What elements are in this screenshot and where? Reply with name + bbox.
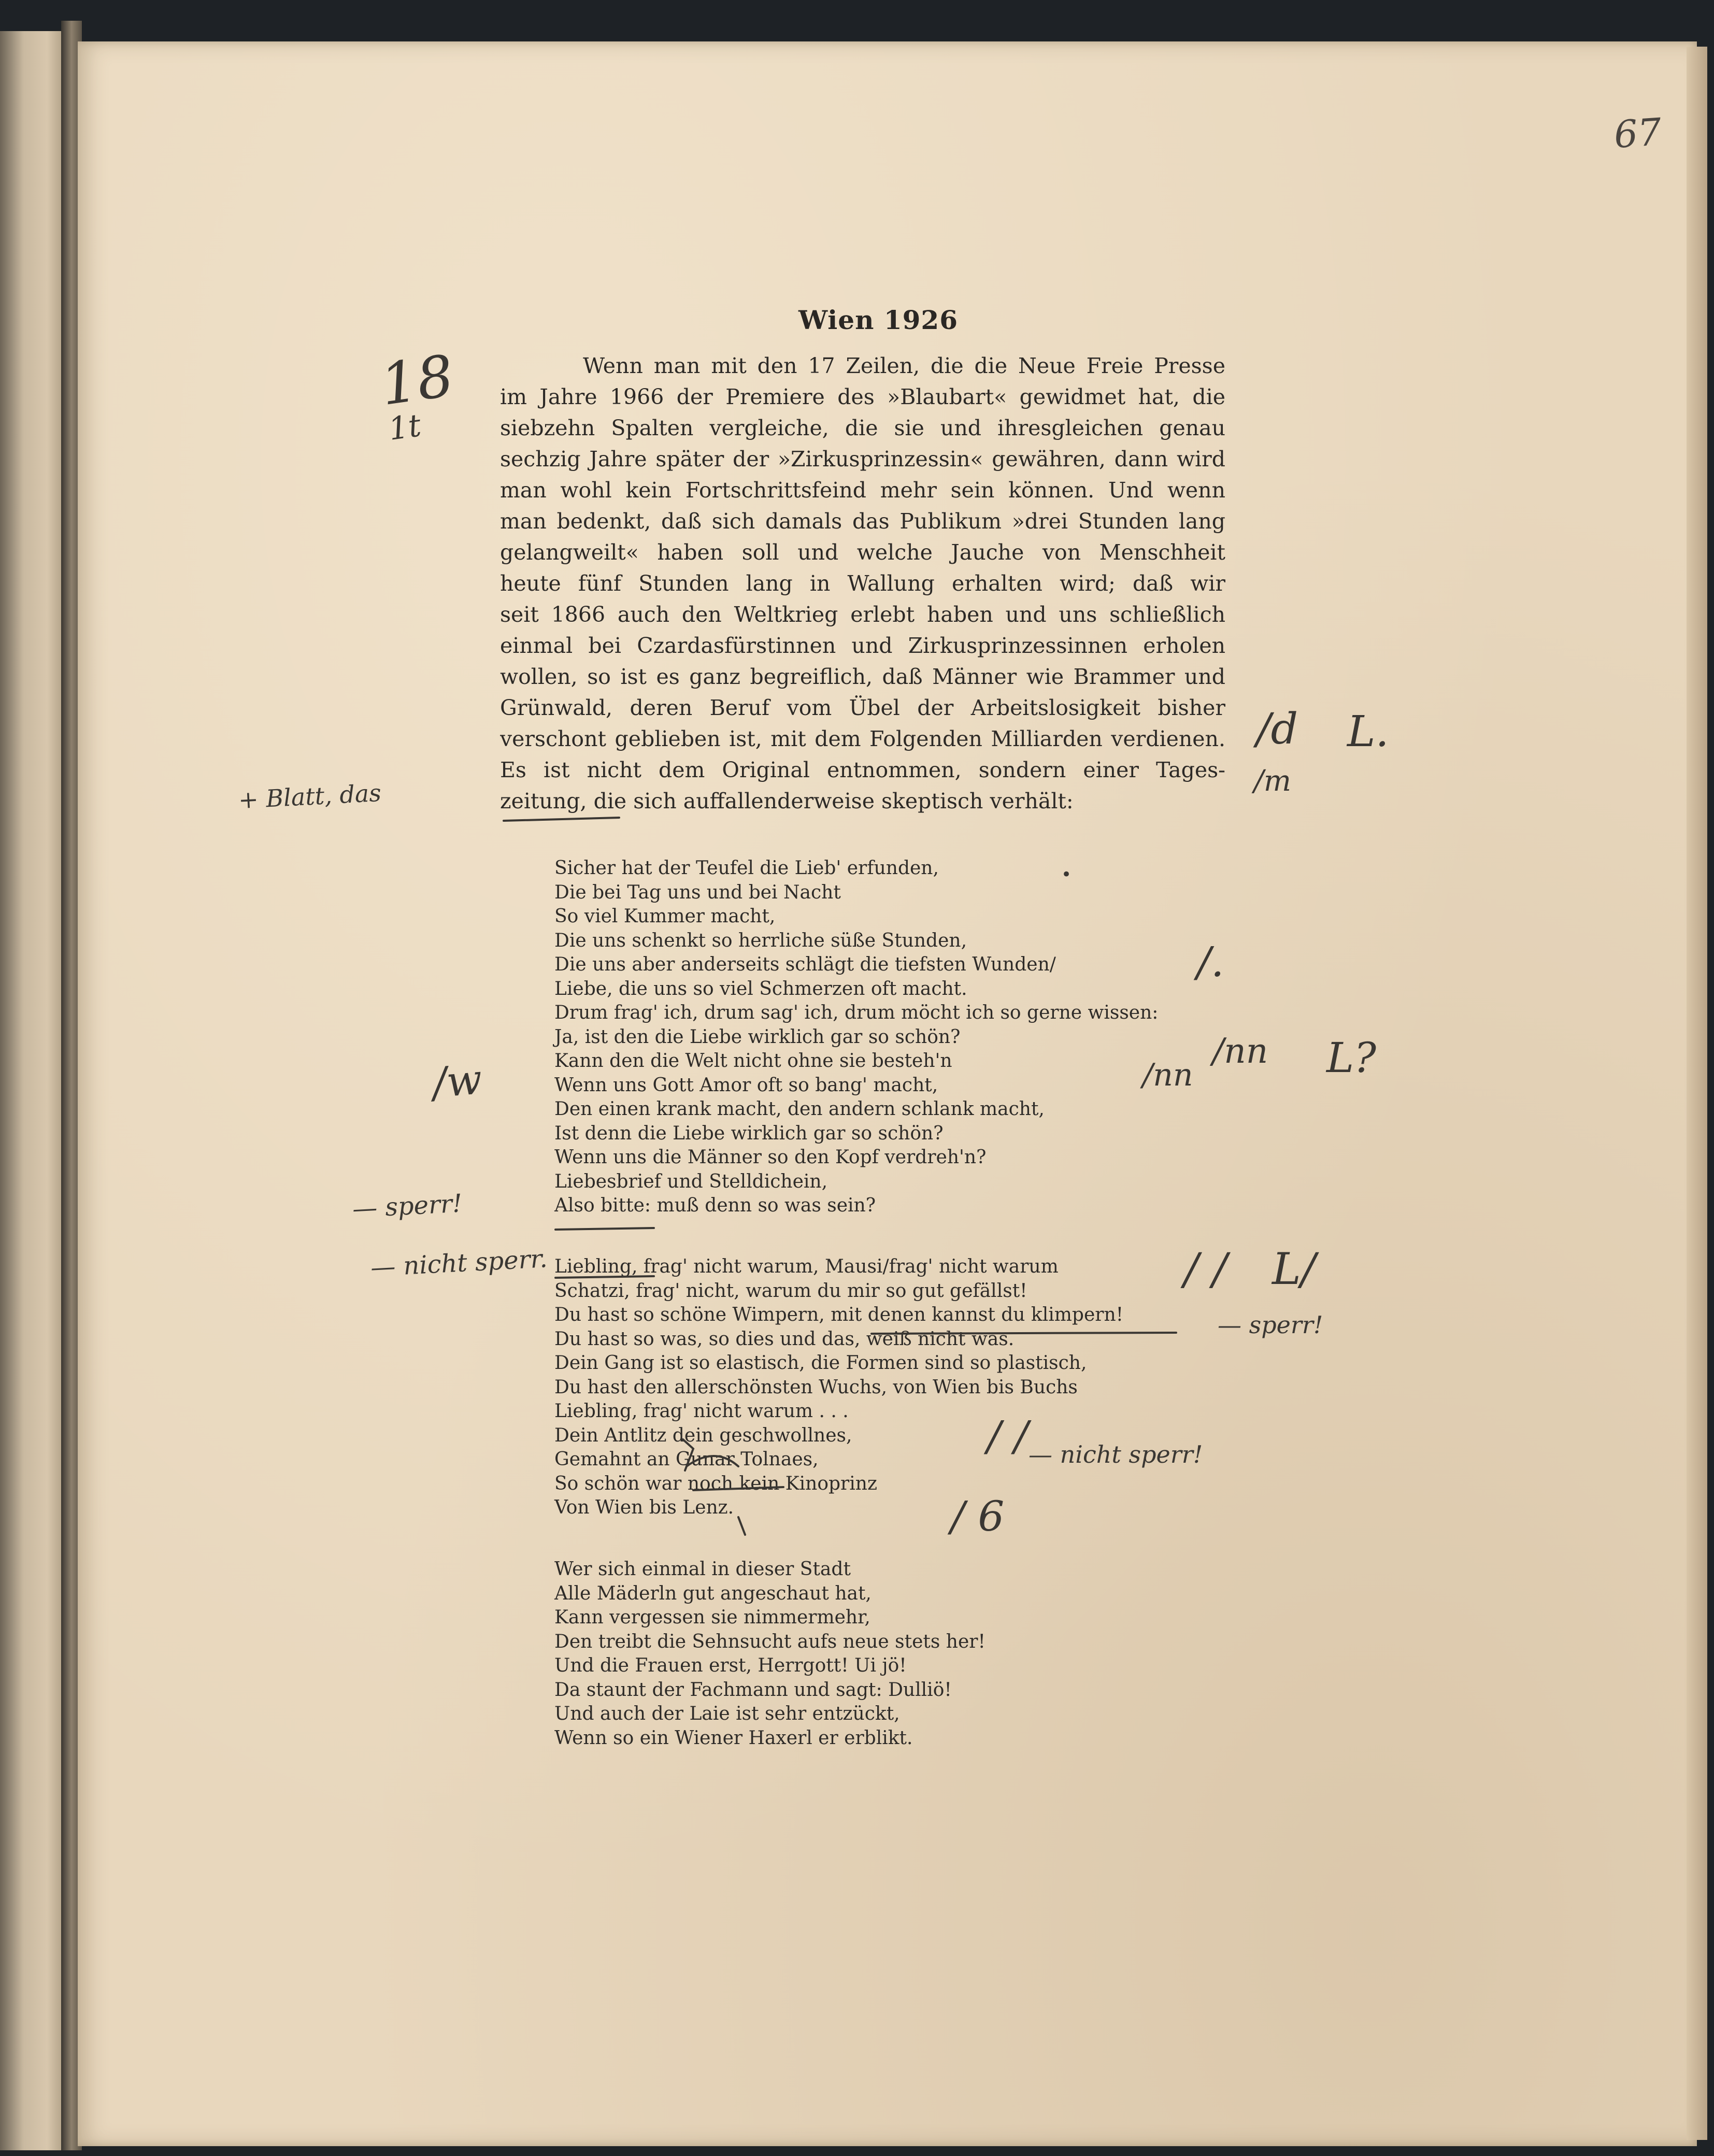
prose-line: man bedenkt, daß sich damals das Publikum »drei Stunden lang bbox=[500, 509, 1225, 534]
verse-line: Du hast den allerschönsten Wuchs, von Wien bis Buchs bbox=[554, 1376, 1078, 1398]
verse-line: Die uns aber anderseits schlägt die tiefsten Wunden/ bbox=[554, 954, 1056, 975]
verse-line: Alle Mäderln gut angeschaut hat, bbox=[554, 1582, 872, 1604]
margin-note-nicht-sperr: — nicht sperr. bbox=[369, 1244, 548, 1282]
margin-note-l: L. bbox=[1347, 707, 1389, 756]
prose-line: heute fünf Stunden lang in Wallung erhalten wird; daß wir bbox=[500, 571, 1225, 596]
margin-note-nn-2: /nn bbox=[1212, 1031, 1268, 1071]
verse-stanza-1 bbox=[554, 856, 1158, 1218]
margin-note-sperr: — sperr! bbox=[351, 1189, 463, 1224]
verse-line: Wenn so ein Wiener Haxerl er erblikt. bbox=[554, 1727, 913, 1749]
margin-note-slash-6: / 6 bbox=[951, 1492, 1005, 1540]
margin-note-w: /w bbox=[431, 1055, 484, 1107]
margin-note-slash: /. bbox=[1197, 938, 1224, 986]
verse-line: Wenn uns Gott Amor oft so bang' macht, bbox=[554, 1074, 938, 1096]
verse-line: Wer sich einmal in dieser Stadt bbox=[554, 1559, 851, 1580]
prose-line: sechzig Jahre später der »Zirkusprinzessin« gewähren, dann wird bbox=[500, 447, 1225, 472]
margin-note-nicht-sperr-right: — nicht sperr! bbox=[1029, 1440, 1203, 1468]
verse-line: Und auch der Laie ist sehr entzückt, bbox=[554, 1703, 900, 1724]
verse-line: Also bitte: muß denn so was sein? bbox=[554, 1195, 876, 1216]
margin-note-d: /d bbox=[1256, 705, 1298, 754]
margin-note-slashes-2: / / bbox=[987, 1412, 1029, 1460]
verse-line: Liebling, frag' nicht warum, Mausi/frag' nicht warum bbox=[554, 1256, 1059, 1277]
verse-line: Sicher hat der Teufel die Lieb' erfunden, bbox=[554, 858, 939, 879]
previous-page-edge bbox=[0, 31, 67, 2150]
verse-stanza-3 bbox=[554, 1558, 985, 1750]
verse-line: Von Wien bis Lenz. bbox=[554, 1497, 734, 1518]
verse-line: Und die Frauen erst, Herrgott! Ui jö! bbox=[554, 1655, 907, 1676]
prose-line: verschont geblieben ist, mit dem Folgenden Milliarden verdienen. bbox=[500, 726, 1225, 751]
margin-note-nn: /nn bbox=[1142, 1057, 1193, 1093]
verse-line: Die uns schenkt so herrliche süße Stunden, bbox=[554, 930, 967, 951]
prose-line: wollen, so ist es ganz begreiflich, daß Männer wie Brammer und bbox=[500, 664, 1225, 689]
margin-note-m: /m bbox=[1254, 764, 1291, 798]
verse-line: Drum frag' ich, drum sag' ich, drum möcht ich so gerne wissen: bbox=[554, 1002, 1159, 1023]
page-number: 67 bbox=[1612, 109, 1663, 157]
prose-line: zeitung, die sich auffallenderweise skeptisch verhält: bbox=[500, 789, 1074, 813]
prose-line: Grünwald, deren Beruf vom Übel der Arbeitslosigkeit bisher bbox=[500, 695, 1225, 720]
margin-note-slashes: / / bbox=[1184, 1244, 1227, 1294]
margin-note-l-question: L? bbox=[1326, 1034, 1377, 1082]
page-right-edge bbox=[1687, 47, 1707, 2140]
verse-line: Liebe, die uns so viel Schmerzen oft macht. bbox=[554, 978, 967, 1000]
verse-line: So viel Kummer macht, bbox=[554, 906, 776, 927]
prose-line: man wohl kein Fortschrittsfeind mehr sein können. Und wenn bbox=[500, 478, 1225, 503]
verse-line: Liebesbrief und Stelldichein, bbox=[554, 1170, 828, 1192]
verse-line: Kann den die Welt nicht ohne sie besteh'n bbox=[554, 1050, 952, 1072]
margin-note-sperr-right: — sperr! bbox=[1218, 1311, 1323, 1339]
verse-line: Ja, ist den die Liebe wirklich gar so schön? bbox=[554, 1026, 961, 1048]
verse-line: Du hast so schöne Wimpern, mit denen kannst du klimpern! bbox=[554, 1304, 1124, 1325]
verse-line: Liebling, frag' nicht warum . . . bbox=[554, 1401, 849, 1422]
margin-note-1t: 1t bbox=[386, 407, 423, 448]
prose-paragraph bbox=[500, 350, 1225, 817]
prose-line: im Jahre 1966 der Premiere des »Blaubart« gewidmet hat, die bbox=[500, 384, 1225, 409]
prose-line: Wenn man mit den 17 Zeilen, die die Neue Freie Presse bbox=[583, 353, 1225, 378]
margin-note-l-slash: L/ bbox=[1272, 1244, 1316, 1294]
verse-line: So schön war noch kein Kinoprinz bbox=[554, 1473, 877, 1494]
verse-line: Gemahnt an Gunar Tolnaes, bbox=[554, 1449, 819, 1470]
verse-line: Schatzi, frag' nicht, warum du mir so gut gefällst! bbox=[554, 1280, 1027, 1302]
prose-line: seit 1866 auch den Weltkrieg erlebt haben und uns schließlich bbox=[500, 602, 1225, 627]
ink-dot: • bbox=[1061, 864, 1072, 885]
prose-line: Es ist nicht dem Original entnommen, sondern einer Tages- bbox=[500, 758, 1225, 782]
verse-stanza-2 bbox=[554, 1255, 1123, 1520]
verse-line: Du hast so was, so dies und das, weiß nicht was. bbox=[554, 1328, 1015, 1350]
margin-note-18: 18 bbox=[376, 342, 458, 419]
verse-line: Da staunt der Fachmann und sagt: Dulliö! bbox=[554, 1679, 952, 1701]
verse-line: Den einen krank macht, den andern schlank macht, bbox=[554, 1098, 1045, 1120]
verse-line: Wenn uns die Männer so den Kopf verdreh'n? bbox=[554, 1147, 987, 1168]
verse-line: Dein Antlitz dein geschwollnes, bbox=[554, 1424, 852, 1446]
verse-line: Dein Gang ist so elastisch, die Formen sind so plastisch, bbox=[554, 1352, 1087, 1374]
verse-line: Die bei Tag uns und bei Nacht bbox=[554, 881, 841, 903]
margin-note-blatt: + Blatt, das bbox=[237, 778, 382, 815]
verse-line: Ist denn die Liebe wirklich gar so schön? bbox=[554, 1122, 944, 1144]
verse-line: Kann vergessen sie nimmermehr, bbox=[554, 1607, 870, 1628]
prose-line: siebzehn Spalten vergleiche, die sie und ihresgleichen genau bbox=[500, 416, 1225, 440]
verse-line: Den treibt die Sehnsucht aufs neue stets her! bbox=[554, 1631, 985, 1652]
page-title: Wien 1926 bbox=[798, 305, 958, 335]
prose-line: einmal bei Czardasfürstinnen und Zirkusprinzessinnen erholen bbox=[500, 633, 1225, 658]
prose-line: gelangweilt« haben soll und welche Jauche von Menschheit bbox=[500, 540, 1225, 565]
